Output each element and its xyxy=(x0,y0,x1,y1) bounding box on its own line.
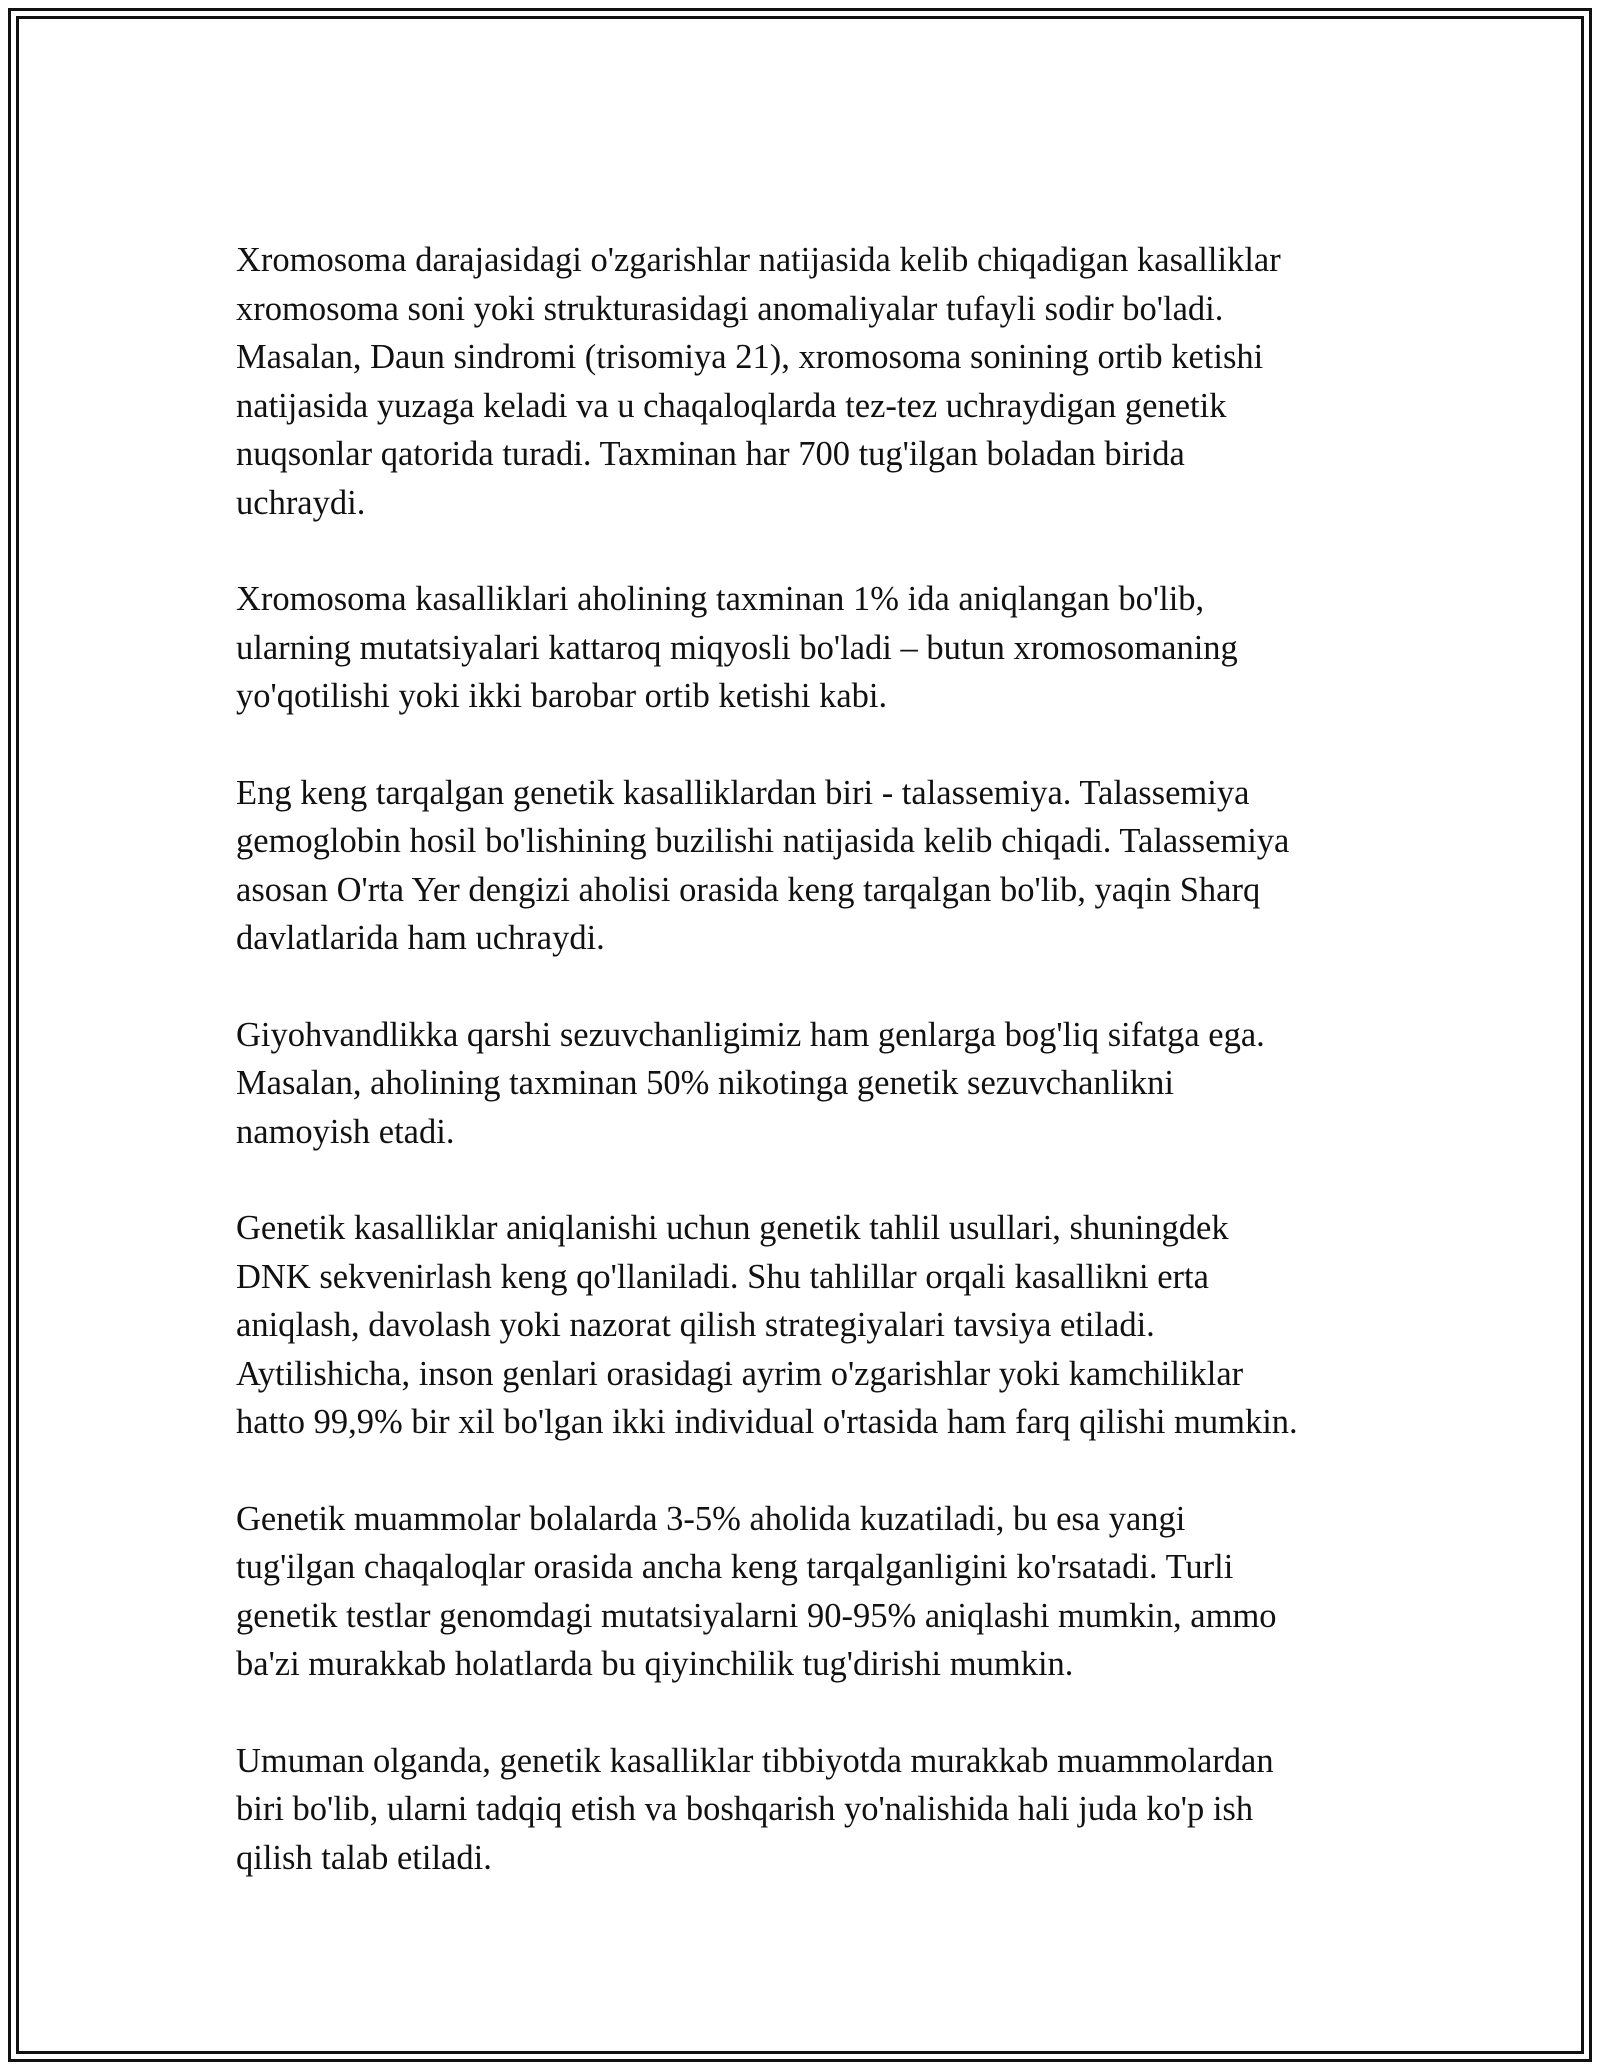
paragraph-chromosome-disorders: Xromosoma darajasidagi o'zgarishlar natijasida kelib chiqadigan kasalliklar xromosoma soni yoki strukturasidagi anomaliyalar tufayli sodir bo'ladi. Masalan, Daun sindromi (trisomiya 21), xromosoma sonining ortib ketishi natijasida yuzaga keladi va u chaqaloqlarda tez-tez uchraydigan genetik nuqsonlar qatorida turadi. Taxminan har 700 tug'ilgan boladan birida uchraydi. xyxy=(236,241,1281,522)
paragraph-genetic-analysis: Genetik kasalliklar aniqlanishi uchun genetik tahlil usullari, shuningdek DNK sekvenirlash keng qo'llaniladi. Shu tahlillar orqali kasallikni erta aniqlash, davolash yoki nazorat qilish strategiyalari tavsiya etiladi. Aytilishicha, inson genlari orasidagi ayrim o'zgarishlar yoki kamchiliklar hatto 99,9% bir xil bo'lgan ikki individual o'rtasida ham farq qilishi mumkin. xyxy=(236,1209,1298,1441)
paragraph-genetic-problems-children: Genetik muammolar bolalarda 3-5% aholida kuzatiladi, bu esa yangi tug'ilgan chaqaloqlar orasida ancha keng tarqalganligini ko'rsatadi. Turli genetik testlar genomdagi mutatsiyalarni 90-95% aniqlashi mumkin, ammo ba'zi murakkab holatlarda bu qiyinchilik tug'dirishi mumkin. xyxy=(236,1499,1277,1683)
paragraph-conclusion: Umuman olganda, genetik kasalliklar tibbiyotda murakkab muammolardan biri bo'lib, ularni tadqiq etish va boshqarish yo'nalishida hali juda ko'p ish qilish talab etiladi. xyxy=(236,1741,1274,1877)
paragraph-addiction-sensitivity: Giyohvandlikka qarshi sezuvchanligimiz ham genlarga bog'liq sifatga ega. Masalan, aholining taxminan 50% nikotinga genetik sezuvchanlikni namoyish etadi. xyxy=(236,1015,1265,1151)
paragraph-chromosome-prevalence: Xromosoma kasalliklari aholining taxminan 1% ida aniqlangan bo'lib, ularning mutatsiyalari kattaroq miqyosli bo'ladi – butun xromosomaning yo'qotilishi yoki ikki barobar ortib ketishi kabi. xyxy=(236,580,1238,715)
paragraph-thalassemia: Eng keng tarqalgan genetik kasalliklardan biri - talassemiya. Talassemiya gemoglobin hosil bo'lishining buzilishi natijasida kelib chiqadi. Talassemiya asosan O'rta Yer dengizi aholisi orasida keng tarqalgan bo'lib, yaqin Sharq davlatlarida ham uchraydi. xyxy=(236,773,1290,957)
document-body xyxy=(236,236,1386,1930)
